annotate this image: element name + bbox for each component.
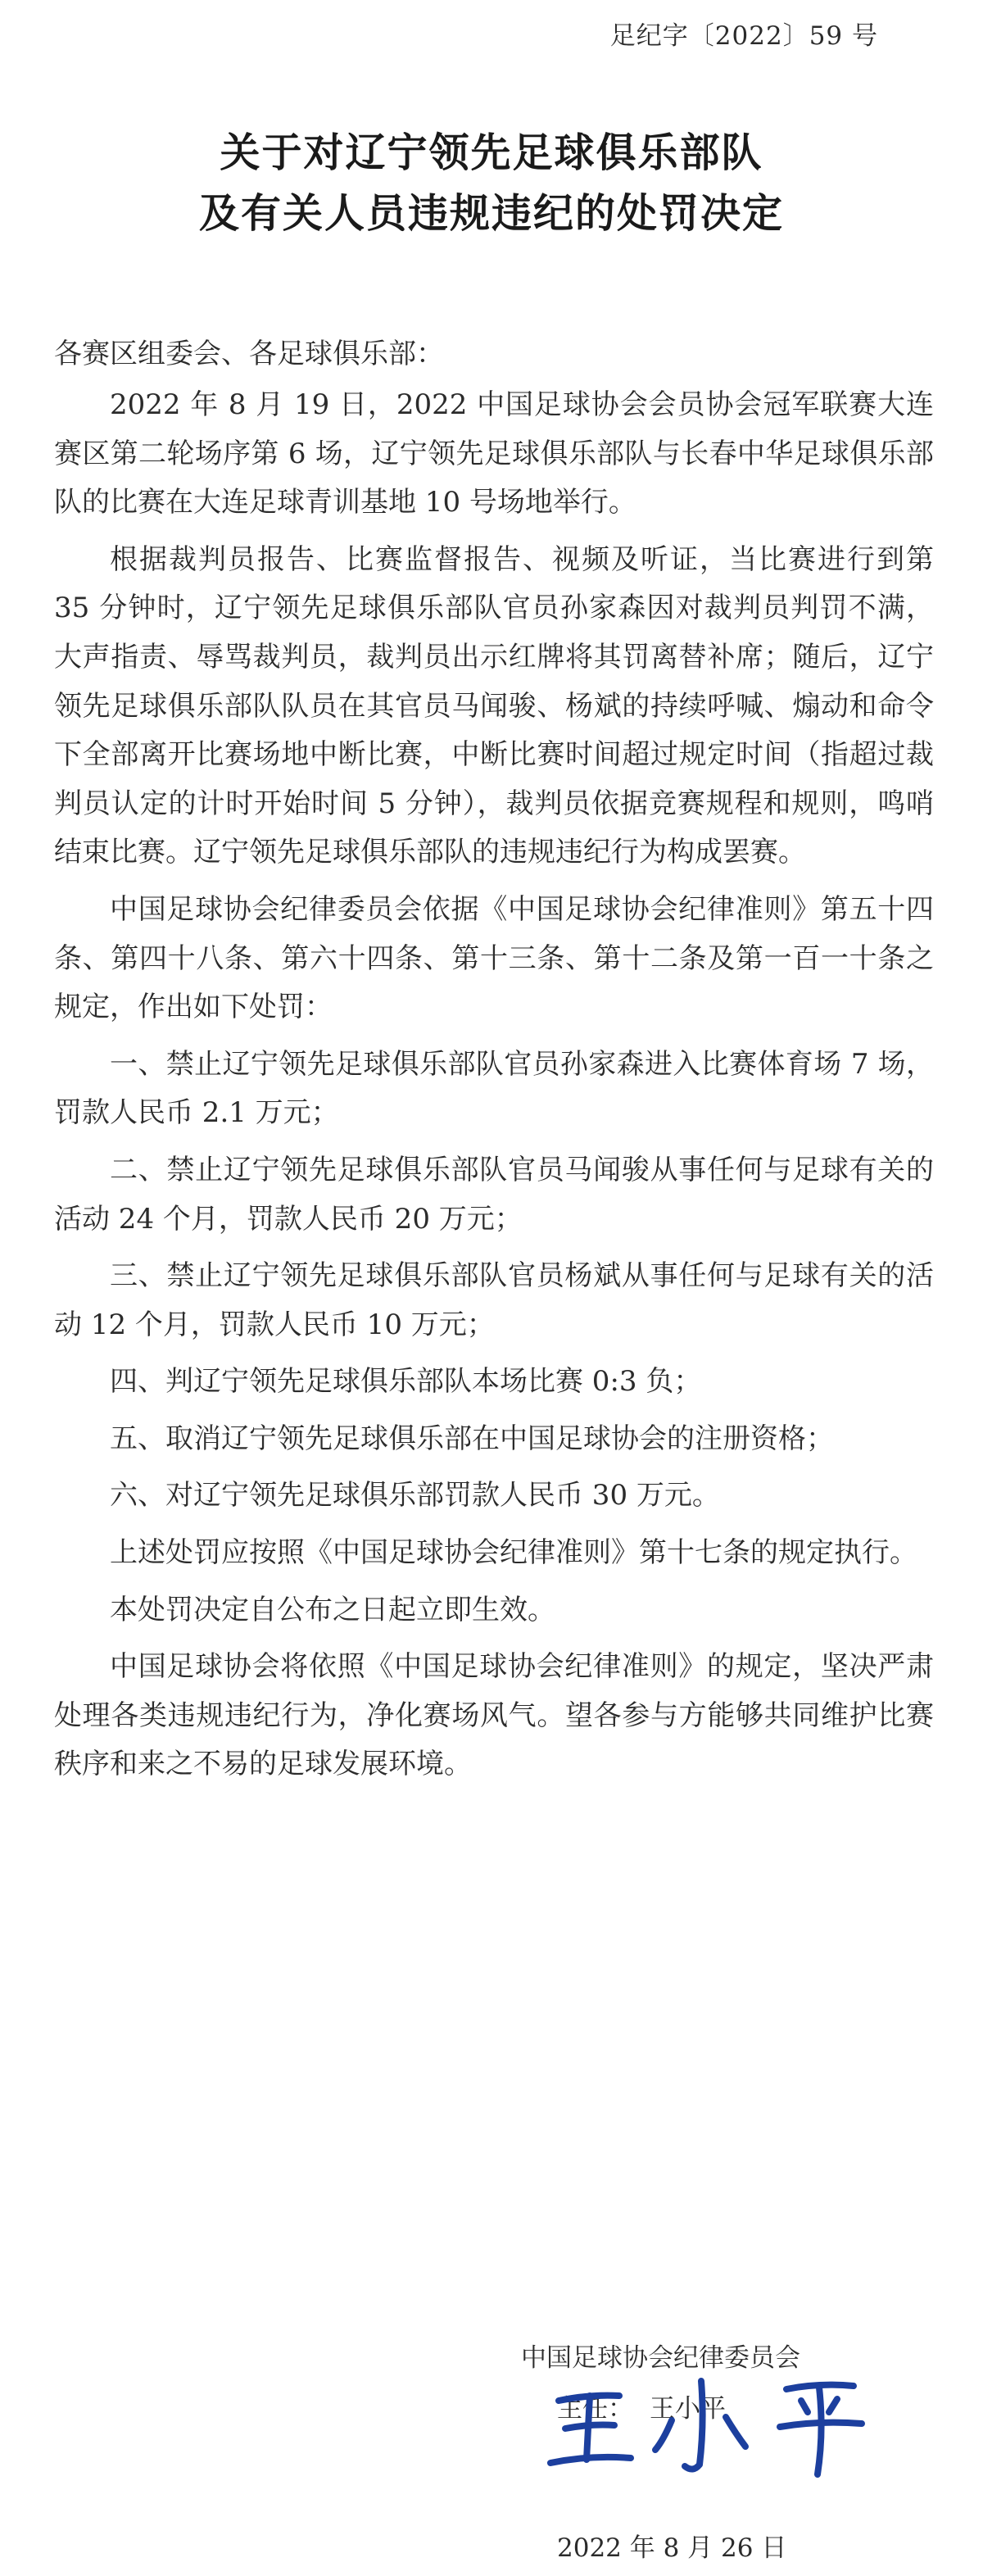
paragraph-match-info: 2022 年 8 月 19 日，2022 中国足球协会会员协会冠军联赛大连赛区第二轮场序第 6 场，辽宁领先足球俱乐部队与长春中华足球俱乐部队的比赛在大连足球青训基地 10 号场地举行。	[54, 388, 934, 519]
paragraph-incident: 根据裁判员报告、比赛监督报告、视频及听证，当比赛进行到第 35 分钟时，辽宁领先足球俱乐部队官员孙家森因对裁判员判罚不满，大声指责、辱骂裁判员，裁判员出示红牌将其罚离替补席；随后，辽宁领先足球俱乐部队队员在其官员马闻骏、杨斌的持续呼喊、煽动和命令下全部离开比赛场地中断比赛，中断比赛时间超过规定时间（指超过裁判员认定的计时开始时间 5 分钟），裁判员依据竞赛规程和规则，鸣哨结束比赛。辽宁领先足球俱乐部队的违规违纪行为构成罢赛。	[54, 542, 934, 869]
penalty-item-1: 一、禁止辽宁领先足球俱乐部队官员孙家森进入比赛体育场 7 场，罚款人民币 2.1 万元；	[54, 1047, 934, 1130]
paragraph-execution: 上述处罚应按照《中国足球协会纪律准则》第十七条的规定执行。	[110, 1536, 917, 1570]
issue-date: 2022 年 8 月 26 日	[557, 2533, 787, 2563]
director-name: 王小平	[650, 2394, 726, 2424]
penalty-item-2: 二、禁止辽宁领先足球俱乐部队官员马闻骏从事任何与足球有关的活动 24 个月，罚款人民币 20 万元；	[54, 1153, 934, 1236]
paragraph-effective: 本处罚决定自公布之日起立即生效。	[110, 1593, 555, 1626]
document-body	[54, 381, 934, 1789]
paragraph-basis: 中国足球协会纪律委员会依据《中国足球协会纪律准则》第五十四条、第四十八条、第六十四条、第十三条、第十二条及第一百一十条之规定，作出如下处罚：	[54, 892, 934, 1024]
title-line-2: 及有关人员违规违纪的处罚决定	[198, 190, 784, 237]
penalty-item-4: 四、判辽宁领先足球俱乐部队本场比赛 0:3 负；	[110, 1365, 702, 1399]
director-label: 主任：	[557, 2394, 633, 2424]
salutation: 各赛区组委会、各足球俱乐部：	[54, 338, 444, 370]
penalty-item-3: 三、禁止辽宁领先足球俱乐部队官员杨斌从事任何与足球有关的活动 12 个月，罚款人民币 10 万元；	[54, 1259, 934, 1341]
penalty-item-5: 五、取消辽宁领先足球俱乐部在中国足球协会的注册资格；	[110, 1422, 834, 1455]
handwritten-signature	[541, 2358, 885, 2481]
issuing-organization: 中国足球协会纪律委员会	[521, 2343, 800, 2373]
document-number: 足纪字〔2022〕59 号	[609, 21, 878, 51]
paragraph-closing: 中国足球协会将依照《中国足球协会纪律准则》的规定，坚决严肃处理各类违规违纪行为，净化赛场风气。望各参与方能够共同维护比赛秩序和来之不易的足球发展环境。	[54, 1650, 934, 1781]
title-line-1: 关于对辽宁领先足球俱乐部队	[220, 129, 763, 176]
penalty-item-6: 六、对辽宁领先足球俱乐部罚款人民币 30 万元。	[110, 1479, 720, 1512]
